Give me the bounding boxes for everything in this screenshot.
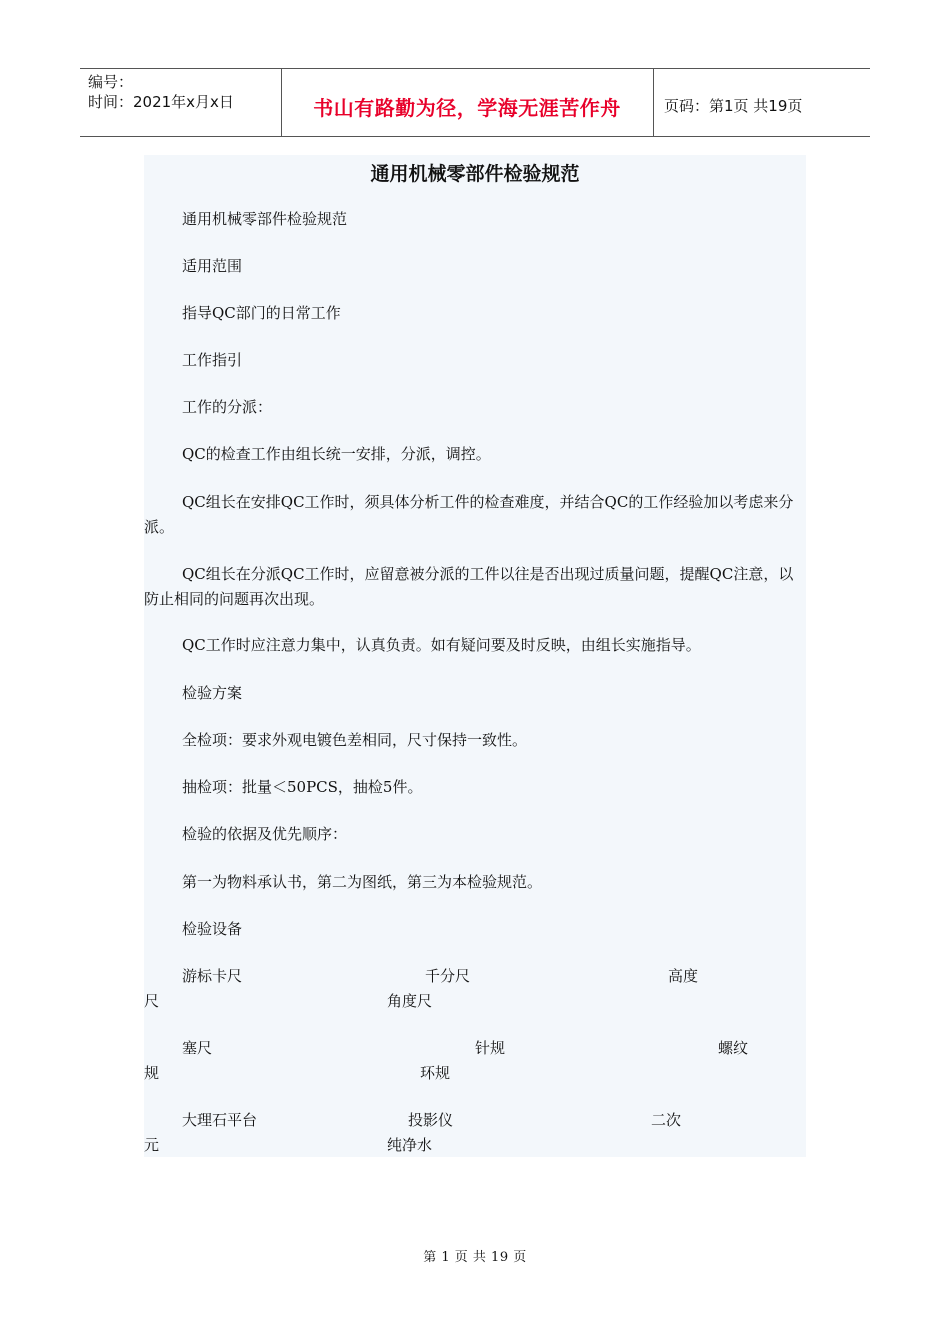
equipment-item: 纯净水 [387, 1136, 433, 1154]
page-footer: 第 1 页 共 19 页 [423, 1250, 527, 1265]
paragraph: QC组长在安排QC工作时，须具体分析工件的检查难度，并结合QC的工作经验加以考虑来分派。 [144, 493, 794, 536]
equipment-item: 针规 [475, 1039, 506, 1057]
equipment-item: 投影仪 [408, 1111, 454, 1129]
paragraph: 工作指引 [182, 351, 243, 369]
header-page-cell [654, 69, 870, 136]
equipment-item: 螺纹 [718, 1039, 749, 1057]
paragraph: 适用范围 [182, 257, 243, 275]
number-label: 编号： [88, 73, 134, 91]
paragraph: 指导QC部门的日常工作 [182, 304, 341, 322]
paragraph: 通用机械零部件检验规范 [182, 210, 348, 228]
document-body [144, 155, 806, 1157]
header-motto-cell [281, 69, 654, 136]
equipment-item: 塞尺 [182, 1039, 213, 1057]
paragraph: QC组长在分派QC工作时，应留意被分派的工件以往是否出现过质量问题，提醒QC注意，以防止相同的问题再次出现。 [144, 565, 794, 608]
paragraph: 抽检项：批量＜50PCS，抽检5件。 [182, 778, 423, 796]
paragraph: 全检项：要求外观电镀色差相同，尺寸保持一致性。 [182, 731, 528, 749]
paragraph: 检验的依据及优先顺序： [182, 825, 348, 843]
page-code: 页码：第1页 共19页 [664, 97, 803, 115]
motto-text: 书山有路勤为径，学海无涯苦作舟 [313, 96, 621, 120]
equipment-item: 二次 [651, 1111, 682, 1129]
paragraph: 检验方案 [182, 684, 243, 702]
equipment-item: 游标卡尺 [182, 967, 243, 985]
equipment-item: 元 [144, 1136, 160, 1154]
equipment-row [144, 964, 806, 1014]
equipment-item: 高度 [668, 967, 699, 985]
paragraph: 第一为物料承认书，第二为图纸，第三为本检验规范。 [182, 873, 543, 891]
equipment-row [144, 1108, 806, 1158]
paragraph: 检验设备 [182, 920, 243, 938]
document-header [80, 68, 870, 137]
equipment-item: 环规 [420, 1064, 451, 1082]
document-title: 通用机械零部件检验规范 [370, 163, 580, 185]
equipment-item: 尺 [144, 992, 160, 1010]
header-info-cell [80, 69, 282, 136]
paragraph: 工作的分派： [182, 398, 273, 416]
paragraph: QC工作时应注意力集中，认真负责。如有疑问要及时反映，由组长实施指导。 [182, 636, 701, 654]
equipment-item: 规 [144, 1064, 160, 1082]
paragraph: QC的检查工作由组长统一安排，分派，调控。 [182, 445, 491, 463]
equipment-item: 角度尺 [387, 992, 433, 1010]
equipment-row [144, 1036, 806, 1086]
time-label: 时间：2021年x月x日 [88, 93, 234, 111]
equipment-item: 大理石平台 [182, 1111, 258, 1129]
equipment-item: 千分尺 [425, 967, 471, 985]
